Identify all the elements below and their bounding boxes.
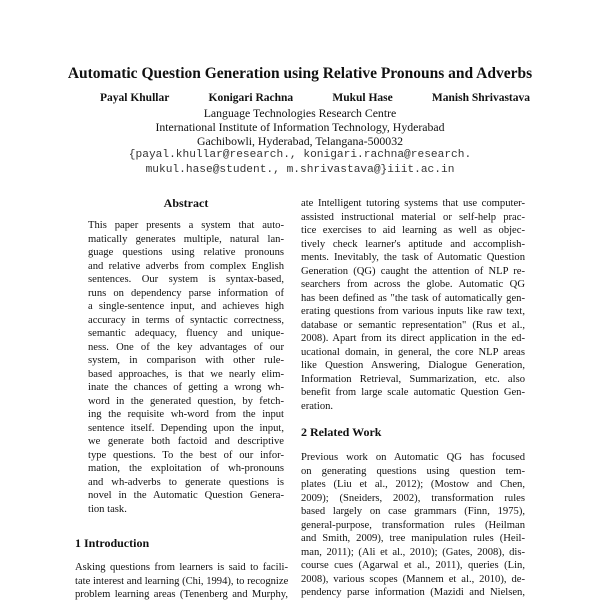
abstract-heading: Abstract — [163, 196, 209, 210]
text-line: tively check learner's aptitude and accomplish- — [301, 238, 525, 250]
text-line: pendency parse information (Mazidi and Nielsen, — [301, 587, 525, 598]
text-line: course cues (Agarwal et al., 2011), queries (Lin, — [301, 560, 525, 571]
text-line: problem learning areas (Tenenberg and Murphy, — [75, 589, 288, 600]
section-heading-related-work: 2 Related Work — [301, 425, 382, 439]
text-line: we generate both factoid and descriptive — [88, 436, 284, 447]
text-line: based largely on case grammars (Finn, 1975), — [301, 506, 525, 517]
text-line: general-purpose, transformation rules (Heilman — [301, 519, 525, 531]
section-heading-introduction: 1 Introduction — [75, 536, 150, 550]
text-line: and Smith, 2009), tree manipulation rules (Heil- — [301, 533, 525, 544]
text-line: ness. One of the key advantages of our — [88, 341, 284, 353]
email-line: {payal.khullar@research., konigari.rachna@research. — [128, 149, 472, 161]
text-line: and wh-adverbs to generate questions is — [88, 476, 284, 488]
related-work-body — [301, 451, 525, 600]
text-line: ments. Inevitably, the task of Automatic Question — [301, 252, 525, 263]
text-line: and relative adverbs from complex English — [88, 260, 284, 272]
text-line: system, in comparison with other rule- — [88, 355, 284, 366]
text-line: sentences. Our system is syntax-based, — [88, 274, 284, 285]
text-line: Previous work on Automatic QG has focused — [301, 452, 525, 463]
text-line: guage questions using relative pronouns — [88, 247, 284, 258]
text-line: benefit from large scale automatic Question Gen- — [301, 387, 525, 398]
text-line: eration. — [301, 400, 334, 412]
text-line: on generating questions using question tem- — [301, 465, 525, 477]
affiliation-line: International Institute of Information Technology, Hyderabad — [155, 120, 445, 134]
text-line: semantic adequacy, fluency and unique- — [88, 328, 284, 339]
text-line: novel in the Automatic Question Genera- — [88, 490, 284, 501]
text-line: 2008). Apart from its direct application in the ed- — [301, 333, 525, 344]
text-line: plates (Liu et al., 2012); (Mostow and Chen, — [301, 479, 525, 490]
text-line: Generation (QG) caught the attention of NLP re- — [301, 265, 525, 277]
text-line: assisted instructional material or self-help prac- — [301, 211, 525, 223]
text-line: based approaches, is that we nearly elim- — [88, 368, 284, 380]
text-line: has been defined as "the task of automatically gen- — [301, 292, 525, 304]
affiliation-line: Language Technologies Research Centre — [203, 106, 397, 120]
text-line: ucational domain, in general, the core NLP areas — [301, 346, 525, 358]
author: Mukul Hase — [332, 92, 393, 104]
text-line: word in the generated question, by fetch- — [88, 395, 284, 407]
author: Manish Shrivastava — [431, 92, 530, 104]
email-line: mukul.hase@student., m.shrivastava@}iiit.ac.in — [145, 164, 455, 176]
text-line: accuracy in terms of syntactic correctness, — [88, 314, 284, 326]
affiliation-line: Gachibowli, Hyderabad, Telangana-500032 — [197, 134, 403, 148]
text-line: 2008), various scopes (Mannem et al., 2010), de- — [301, 573, 525, 585]
text-line: Information Retrieval, Summarization, etc. also — [301, 373, 525, 385]
introduction-body — [75, 561, 288, 600]
text-line: ing the requisite wh-word from the input — [88, 409, 284, 420]
text-line: database or semantic representation" (Rus et al., — [301, 319, 525, 331]
text-line: tate interest and learning (Chi, 1994), to recognize — [75, 575, 289, 587]
text-line: erating questions from various inputs like raw text, — [301, 306, 525, 317]
text-line: 2009); (Sneiders, 2002), transformation rules — [301, 492, 525, 504]
text-line: inate the chances of getting a wrong wh- — [88, 382, 284, 393]
text-line: This paper presents a system that auto- — [88, 220, 284, 231]
text-line: type questions. To the best of our infor- — [88, 449, 284, 461]
text-line: matically generates multiple, natural lan- — [88, 233, 284, 245]
text-line: runs on dependency parse information of — [88, 287, 284, 299]
text-line: searchers from across the globe. Automatic QG — [301, 279, 525, 290]
author: Konigari Rachna — [208, 92, 294, 104]
right-column-body — [301, 197, 525, 413]
text-line: mation, the exploitation of wh-pronouns — [88, 463, 284, 474]
text-line: tion task. — [88, 503, 127, 515]
text-line: like Question Answering, Dialogue Generation, — [301, 360, 525, 371]
author-list — [100, 92, 530, 104]
text-line: a single-sentence input, and achieves high — [88, 301, 284, 312]
text-line: tice exercises to aid learning as well as objec- — [301, 225, 525, 236]
abstract-body — [88, 219, 284, 516]
text-line: Asking questions from learners is said to facili- — [75, 562, 288, 573]
text-line: ate Intelligent tutoring systems that use computer- — [301, 198, 525, 209]
paper-title: Automatic Question Generation using Relative Pronouns and Adverbs — [67, 65, 533, 82]
author: Payal Khullar — [100, 92, 170, 104]
text-line: man, 2011); (Ali et al., 2010); (Gates, 2008), dis- — [301, 546, 525, 558]
text-line: sentence itself. Depending upon the input, — [88, 422, 284, 434]
